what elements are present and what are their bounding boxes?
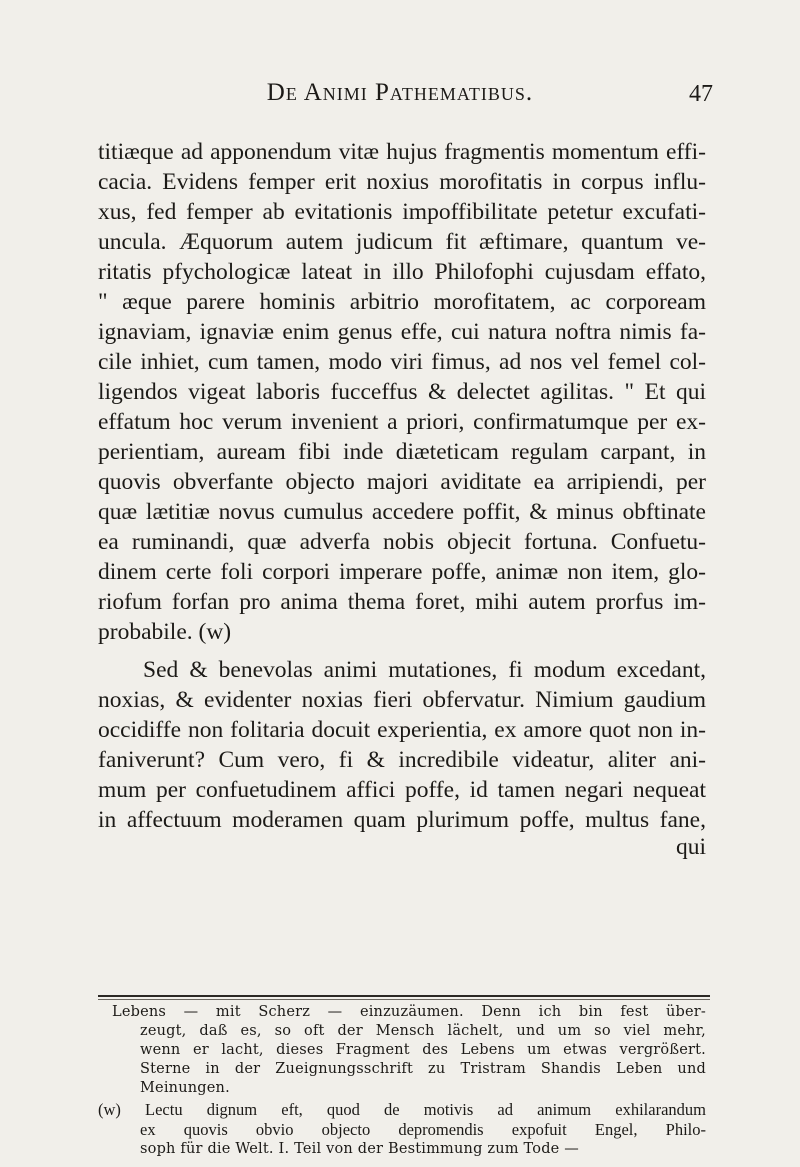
footnote-w-line: soph für die Welt. I. Teil von der Bestimmung zum Tode — xyxy=(140,1141,579,1157)
text-line: cacia. Evidens femper erit noxius morofitatis in corpus influ- xyxy=(98,169,706,195)
catchword: qui xyxy=(675,834,706,860)
text-line: ea ruminandi, quæ adverfa nobis objecit fortuna. Confuetu- xyxy=(98,529,706,555)
text-line: Sed & benevolas animi mutationes, fi modum excedant, xyxy=(143,657,706,683)
text-line: quovis obverfante objecto majori aviditate ea arripiendi, per xyxy=(98,469,706,495)
text-line: ligendos vigeat laboris fucceffus & delectet agilitas. " Et qui xyxy=(98,379,706,405)
text-line: effatum hoc verum invenient a priori, confirmatumque per ex- xyxy=(98,409,706,435)
text-line: perientiam, auream fibi inde diæteticam regulam carpant, in xyxy=(98,439,706,465)
page-number: 47 xyxy=(689,81,713,107)
footnote-line: Meinungen. xyxy=(140,1080,230,1096)
text-line: dinem certe foli corpori imperare poffe, animæ non item, glo- xyxy=(98,559,706,585)
running-title: De Animi Pathematibus. xyxy=(266,79,534,106)
text-line: ignaviam, ignaviæ enim genus effe, cui natura noftra nimis fa- xyxy=(98,319,706,345)
text-line: probabile. (w) xyxy=(98,619,232,645)
footnote-w-line: ex quovis obvio objecto depromendis expofuit Engel, Philo- xyxy=(140,1120,706,1139)
footnote-rule-thin xyxy=(98,999,710,1000)
footnote-line: wenn er lacht, dieses Fragment des Lebens um etwas vergrößert. xyxy=(140,1042,706,1058)
text-line: occidiffe non folitaria docuit experientia, ex amore quot non in- xyxy=(98,717,706,743)
text-line: riofum forfan pro anima thema foret, mihi autem prorfus im- xyxy=(98,589,706,615)
text-line: quæ lætitiæ novus cumulus accedere poffit, & minus obftinate xyxy=(98,499,706,525)
text-line: noxias, & evidenter noxias fieri obfervatur. Nimium gaudium xyxy=(98,687,706,713)
text-line: titiæque ad apponendum vitæ hujus fragmentis momentum effi- xyxy=(98,139,706,165)
footnote-rule xyxy=(98,995,710,997)
text-line: xus, fed femper ab evitationis impoffibilitate petetur excufati- xyxy=(98,199,706,225)
text-line: uncula. Æquorum autem judicum fit æftimare, quantum ve- xyxy=(98,229,706,255)
text-line: ritatis pfychologicæ lateat in illo Philofophi cujusdam effato, xyxy=(98,259,706,285)
footnote-line: Sterne in der Zueignungsschrift zu Tristram Shandis Leben und xyxy=(140,1061,706,1077)
text-line: in affectuum moderamen quam plurimum poffe, multus fane, xyxy=(98,807,706,833)
footnote-line: Lebens — mit Scherz — einzuzäumen. Denn ich bin fest über- xyxy=(112,1004,706,1020)
text-line: mum per confuetudinem affici poffe, id tamen negari nequeat xyxy=(98,777,706,803)
footnote-line: zeugt, daß es, so oft der Mensch lächelt, und um so viel mehr, xyxy=(140,1023,706,1039)
text-line: faniverunt? Cum vero, fi & incredibile videatur, aliter ani- xyxy=(98,747,706,773)
footnote-w-line: (w) Lectu dignum eft, quod de motivis ad animum exhilarandum xyxy=(98,1100,706,1119)
text-line: cile inhiet, cum tamen, modo viri fimus, ad nos vel femel col- xyxy=(98,349,706,375)
text-line: " æque parere hominis arbitrio morofitatem, ac corpoream xyxy=(98,289,706,315)
